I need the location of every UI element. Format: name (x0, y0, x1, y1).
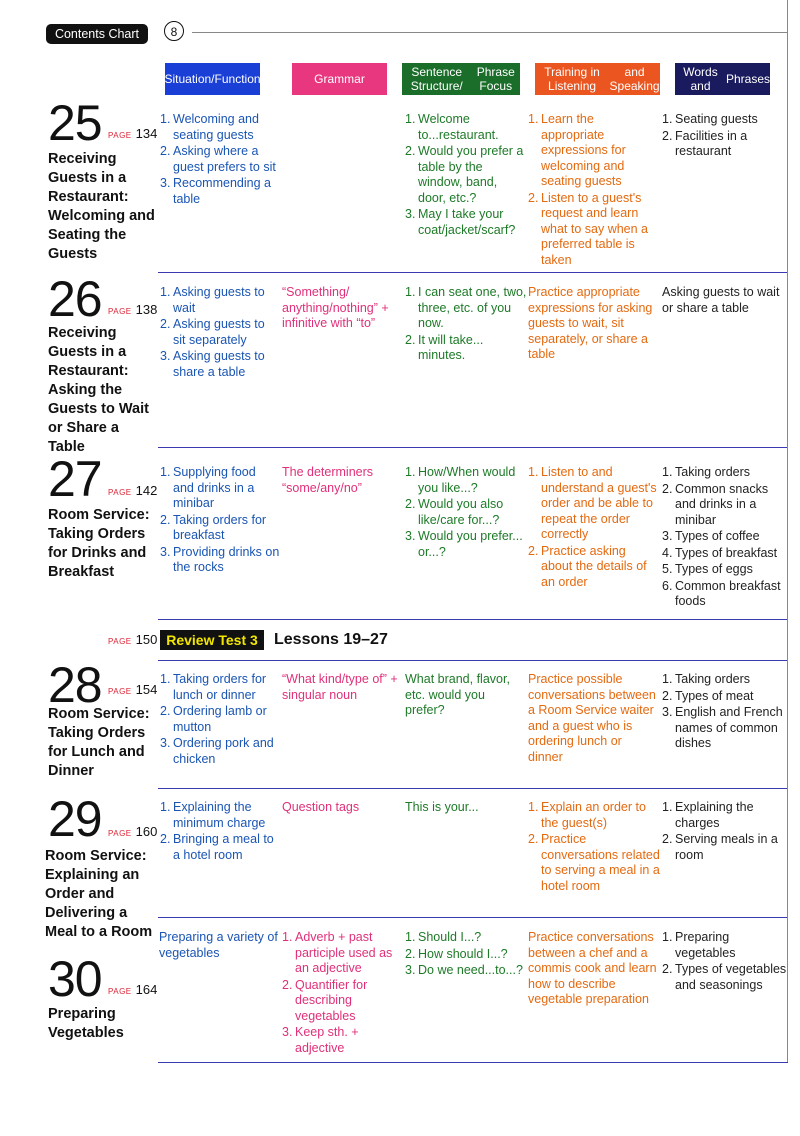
lesson-title: Room Service: Taking Orders for Lunch and Dinner (48, 706, 150, 779)
sentence-cell (405, 465, 527, 561)
list-item: 1. Listen to and understand a guest's order and be able to repeat the order correctly (528, 465, 657, 541)
lesson-page-ref: PAGE 142 (108, 483, 158, 498)
numbered-list (160, 800, 280, 863)
words-cell (662, 930, 790, 994)
list-item: 4. Types of breakfast (662, 545, 778, 560)
chart-header (0, 0, 800, 60)
lesson-page-ref: PAGE 138 (108, 302, 158, 317)
listening-cell (528, 465, 660, 591)
lesson-title: Receiving Guests in a Restaurant: Asking the Guests to Wait or Share a Table (48, 325, 149, 455)
lesson-title: Room Service: Taking Orders for Drinks and Breakfast (48, 507, 150, 580)
list-item: 1. Taking orders (662, 465, 751, 479)
list-item: 3. Ordering pork and chicken (160, 736, 274, 766)
numbered-list (662, 672, 790, 752)
list-item: 2. It will take... minutes. (405, 332, 484, 362)
numbered-list (405, 112, 527, 238)
grammar-cell: Question tags (282, 800, 360, 814)
list-item: 1. Supplying food and drinks in a minibar (160, 465, 256, 510)
row-divider (158, 447, 788, 448)
list-item: 6. Common breakfast foods (662, 578, 781, 608)
list-item: 2. Common snacks and drinks in a minibar (662, 481, 769, 527)
list-item: 2. Would you prefer a table by the window, band, door, etc.? (405, 144, 524, 205)
words-cell (662, 672, 790, 753)
column-header-situation: Situation/ Function (165, 63, 260, 95)
grammar-cell: The determiners “some/any/no” (282, 465, 374, 495)
numbered-list (160, 465, 280, 576)
list-item: 2. How should I...? (405, 946, 508, 961)
lesson-number: 25 (48, 95, 102, 151)
numbered-list (405, 285, 527, 364)
list-item: 1. Taking orders for lunch or dinner (160, 672, 267, 702)
words-cell (662, 112, 790, 161)
situation-cell (160, 112, 280, 208)
list-item: 1. Seating guests (662, 112, 758, 126)
list-item: 2. Facilities in a restaurant (662, 128, 748, 158)
list-item: 1. Explain an order to the guest(s) (528, 800, 646, 830)
grammar-cell: “Something/ anything/nothing” + infinitive with “to” (282, 285, 389, 330)
listening-cell (528, 112, 660, 269)
list-item: 2. Asking where a guest prefers to sit (160, 144, 276, 174)
page-number: 8 (164, 21, 184, 41)
numbered-list (528, 465, 660, 590)
list-item: 3. Keep sth. + adjective (282, 1025, 359, 1055)
contents-chart-badge: Contents Chart (46, 24, 148, 44)
list-item: 1. Welcoming and seating guests (160, 112, 259, 142)
list-item: 1. Preparing vegetables (662, 930, 736, 960)
column-header-sentence: Sentence Structure/ Phrase Focus (402, 63, 520, 95)
words-cell: Asking guests to wait or share a table (662, 285, 780, 315)
row-divider (158, 788, 788, 789)
list-item: 3. Recommending a table (160, 176, 271, 206)
lesson-page-ref: PAGE 160 (108, 824, 158, 839)
list-item: 1. Asking guests to wait (160, 285, 265, 315)
sentence-cell: What brand, flavor, etc. would you prefer? (405, 672, 510, 717)
column-header-words: Words and Phrases (675, 63, 770, 95)
list-item: 2. Quantifier for describing vegetables (282, 977, 368, 1023)
sentence-cell (405, 930, 527, 980)
numbered-list (405, 465, 527, 560)
list-item: 5. Types of eggs (662, 562, 753, 576)
row-divider (158, 619, 788, 620)
listening-cell: Practice possible conversations between a Room Service waiter and a guest who is ordering lunch or dinner (528, 672, 656, 764)
row-divider (158, 272, 788, 273)
list-item: 2. Asking guests to sit separately (160, 317, 265, 347)
list-item: 3. Asking guests to share a table (160, 349, 265, 379)
situation-cell (160, 800, 280, 864)
list-item: 1. Explaining the charges (662, 800, 754, 830)
review-page-ref: PAGE 150 (108, 632, 158, 647)
list-item: 1. Explaining the minimum charge (160, 800, 266, 830)
situation-cell: Preparing a variety of vegetables (159, 930, 278, 960)
list-item: 1. I can seat one, two, three, etc. of you now. (405, 285, 527, 330)
lesson-title: Room Service: Explaining an Order and Delivering a Meal to a Room (45, 848, 153, 940)
list-item: 2. Taking orders for breakfast (160, 512, 267, 542)
list-item: 1. Taking orders (662, 672, 751, 686)
listening-cell: Practice appropriate expressions for asking guests to wait, sit separately, or share a table (528, 285, 653, 361)
row-divider (158, 1062, 788, 1063)
right-edge-rule (787, 0, 788, 1062)
list-item: 2. Practice asking about the details of an order (528, 543, 647, 589)
row-divider (158, 917, 788, 918)
numbered-list (528, 112, 660, 268)
grammar-cell: “What kind/type of” + singular noun (282, 672, 398, 702)
review-test-badge: Review Test 3 (160, 630, 264, 650)
listening-cell (528, 800, 660, 895)
lesson-page-ref: PAGE 164 (108, 982, 158, 997)
list-item: 3. May I take your coat/jacket/scarf? (405, 207, 516, 237)
lesson-page-ref: PAGE 154 (108, 682, 158, 697)
numbered-list (160, 112, 280, 207)
list-item: 1. Learn the appropriate expressions for welcoming and seating guests (528, 112, 626, 188)
lesson-number: 28 (48, 657, 102, 713)
column-header-grammar: Grammar (292, 63, 387, 95)
numbered-list (662, 465, 790, 610)
list-item: 1. Welcome to...restaurant. (405, 112, 499, 142)
list-item: 2. Serving meals in a room (662, 832, 778, 862)
numbered-list (405, 930, 527, 979)
list-item: 3. Would you prefer... or...? (405, 529, 523, 559)
list-item: 3. English and French names of common dishes (662, 705, 783, 750)
listening-cell: Practice conversations between a chef and a commis cook and learn how to describe vegetable preparation (528, 930, 657, 1006)
list-item: 2. Listen to a guest's request and learn what to say when a preferred table is taken (528, 190, 649, 267)
numbered-list (282, 930, 402, 1056)
situation-cell (160, 672, 280, 768)
row-divider (158, 660, 788, 661)
numbered-list (528, 800, 660, 894)
numbered-list (160, 285, 280, 380)
review-lessons: Lessons 19–27 (274, 631, 388, 648)
numbered-list (160, 672, 280, 767)
list-item: 2. Would you also like/care for...? (405, 497, 504, 527)
sentence-cell (405, 112, 527, 239)
list-item: 2. Types of vegetables and seasonings (662, 962, 787, 992)
numbered-list (662, 800, 790, 863)
situation-cell (160, 465, 280, 577)
list-item: 2. Practice conversations related to serving a meal in a hotel room (528, 832, 660, 893)
lesson-number: 26 (48, 271, 102, 327)
lesson-number: 29 (48, 791, 102, 847)
grammar-cell (282, 930, 402, 1057)
header-rule (192, 32, 788, 33)
situation-cell (160, 285, 280, 381)
review-test-row (0, 622, 800, 660)
sentence-cell (405, 285, 527, 365)
column-header-listening: Training in Listening and Speaking (535, 63, 660, 95)
lesson-number: 30 (48, 951, 102, 1007)
words-cell (662, 465, 790, 611)
list-item: 1. Adverb + past participle used as an adjective (282, 930, 393, 975)
numbered-list (662, 112, 790, 160)
list-item: 3. Types of coffee (662, 529, 760, 543)
numbered-list (662, 930, 790, 993)
sentence-cell: This is your... (405, 800, 479, 814)
list-item: 1. How/When would you like...? (405, 465, 516, 495)
lesson-number: 27 (48, 451, 102, 507)
list-item: 2. Bringing a meal to a hotel room (160, 832, 274, 862)
words-cell (662, 800, 790, 864)
lesson-page-ref: PAGE 134 (108, 126, 158, 141)
list-item: 2. Ordering lamb or mutton (160, 704, 267, 734)
list-item: 3. Do we need...to...? (405, 963, 523, 977)
list-item: 1. Should I...? (405, 930, 482, 944)
list-item: 3. Providing drinks on the rocks (160, 544, 280, 574)
list-item: 2. Types of meat (662, 688, 754, 703)
lesson-title: Preparing Vegetables (48, 1006, 124, 1041)
lesson-title: Receiving Guests in a Restaurant: Welcoming and Seating the Guests (48, 151, 155, 262)
